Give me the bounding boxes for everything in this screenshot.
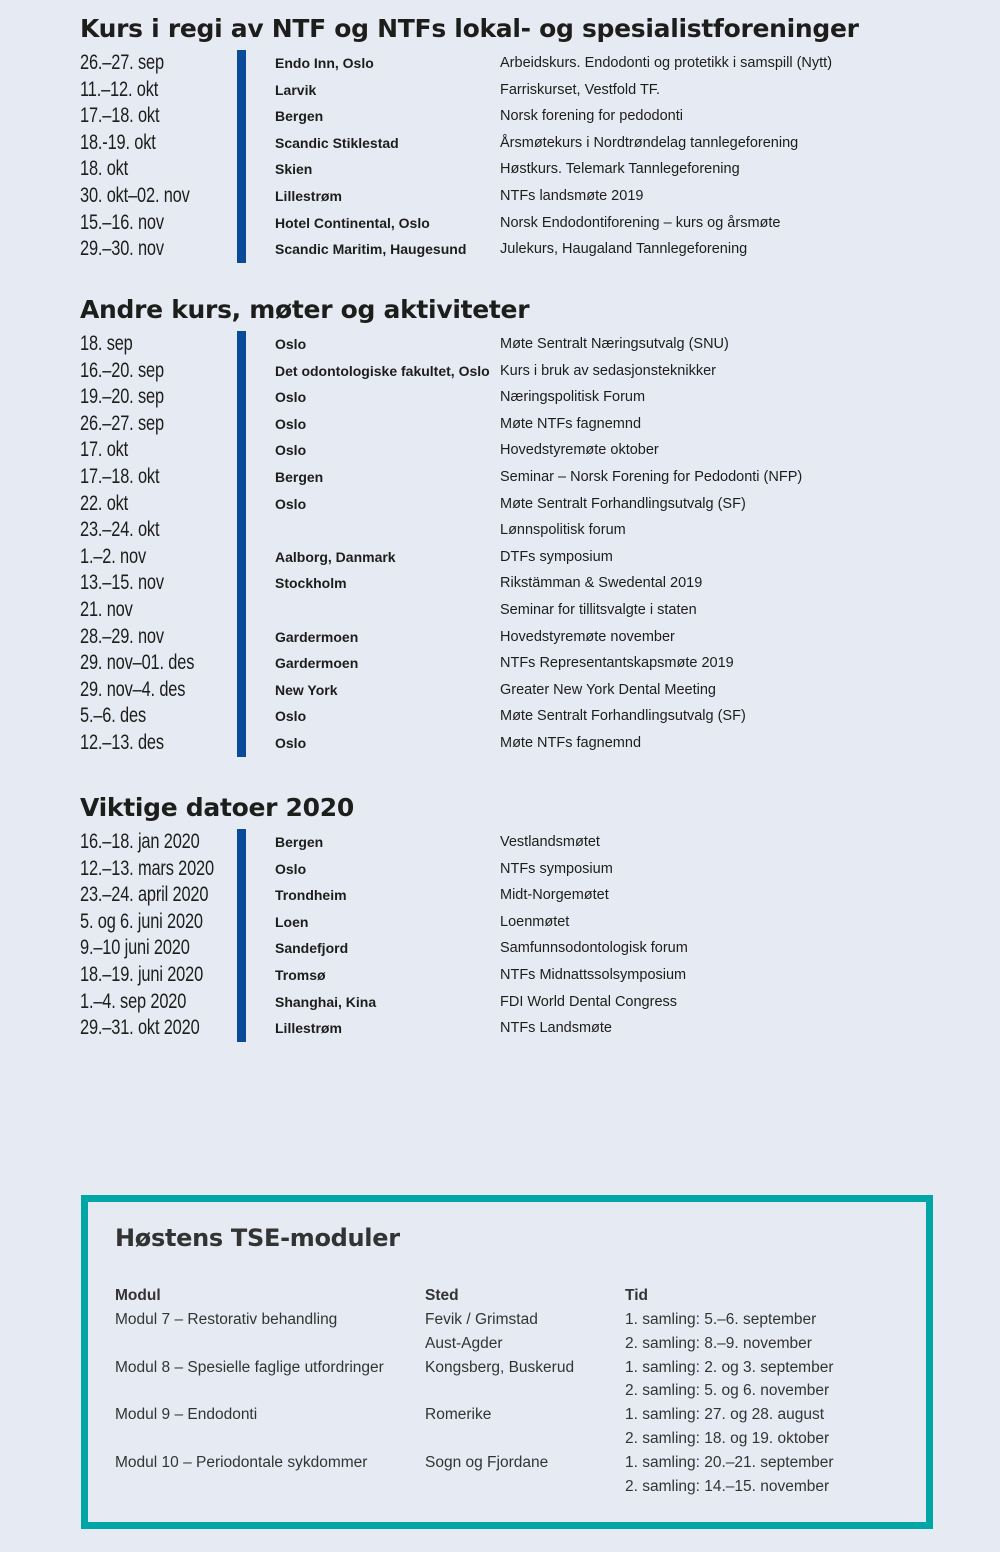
event-description: FDI World Dental Congress [500,993,678,1010]
event-place: Shanghai, Kina [275,993,377,1010]
tse-module-time: 2. samling: 8.–9. november [625,1334,812,1352]
event-date: 1.–2. nov [80,544,146,568]
tse-title: Høstens TSE-moduler [115,1224,400,1252]
event-description: NTFs symposium [500,860,613,877]
event-date: 18.–19. juni 2020 [80,962,204,986]
event-description: Arbeidskurs. Endodonti og protetikk i samspill (Nytt) [500,55,833,71]
event-description: Loenmøtet [500,913,570,930]
schedule-row [80,624,960,651]
event-date: 29.–31. okt 2020 [80,1016,200,1040]
schedule-row [80,989,960,1016]
event-description: DTFs symposium [500,548,613,565]
event-description: Greater New York Dental Meeting [500,681,716,698]
event-description: Næringspolitisk Forum [500,389,646,406]
event-date: 26.–27. sep [80,411,164,435]
event-description: Lønnspolitisk forum [500,522,626,539]
event-date: 23.–24. april 2020 [80,883,209,907]
event-description: Norsk forening for pedodonti [500,108,683,125]
event-date: 18.-19. okt [80,130,156,154]
schedule-row [80,183,960,210]
tse-header-modul: Modul [115,1287,161,1304]
event-date: 12.–13. des [80,730,164,754]
event-place: Loen [275,913,309,930]
tse-module-name: Modul 8 – Spesielle faglige utfordringer [115,1358,384,1376]
section-title: Andre kurs, møter og aktiviteter [80,295,530,324]
event-date: 19.–20. sep [80,385,164,409]
schedule-row [80,544,960,571]
schedule-row [80,358,960,385]
tse-module-place: Sogn og Fjordane [425,1453,549,1471]
schedule-row [80,103,960,130]
event-place: Skien [275,161,313,178]
event-place: Oslo [275,734,307,751]
event-date: 17.–18. okt [80,464,160,488]
event-date: 1.–4. sep 2020 [80,989,187,1013]
tse-module-name: Modul 9 – Endodonti [115,1406,258,1424]
event-place: Trondheim [275,887,347,904]
event-date: 5. og 6. juni 2020 [80,909,203,933]
tse-module-time: 1. samling: 27. og 28. august [625,1406,825,1424]
event-description: Hovedstyremøte oktober [500,442,659,459]
schedule-row [80,156,960,183]
event-description: NTFs Midnattssolsymposium [500,966,687,983]
section-ntf-courses [80,12,960,263]
event-date: 21. nov [80,597,133,621]
event-place: Endo Inn, Oslo [275,55,374,71]
event-date: 22. okt [80,491,129,515]
event-description: NTFs landsmøte 2019 [500,187,644,204]
event-description: Kurs i bruk av sedasjonsteknikker [500,362,716,379]
schedule-row [80,130,960,157]
event-description: Farriskurset, Vestfold TF. [500,81,661,98]
schedule-row [80,962,960,989]
schedule-row [80,411,960,438]
tse-modules-box [81,1195,933,1529]
event-place: Oslo [275,860,307,877]
schedule-row [80,882,960,909]
tse-module-time: 1. samling: 20.–21. september [625,1453,834,1471]
schedule-row [80,650,960,677]
event-place: Hotel Continental, Oslo [275,214,430,231]
event-place: Stockholm [275,575,347,592]
event-date: 11.–12. okt [80,77,159,101]
event-description: Vestlandsmøtet [500,834,600,850]
event-description: Møte NTFs fagnemnd [500,734,642,751]
event-description: Samfunnsodontologisk forum [500,940,688,957]
event-date: 29.–30. nov [80,237,164,261]
schedule-list [80,50,960,263]
tse-module-place: Romerike [425,1406,492,1424]
tse-module-name: Modul 10 – Periodontale sykdommer [115,1453,368,1471]
event-description: Hovedstyremøte november [500,628,675,645]
schedule-row [80,1015,960,1042]
event-place: Scandic Maritim, Haugesund [275,241,467,258]
event-place: Bergen [275,468,324,485]
event-date: 12.–13. mars 2020 [80,856,214,880]
event-date: 17. okt [80,438,129,462]
tse-module-name: Modul 7 – Restorativ behandling [115,1311,338,1328]
schedule-row [80,517,960,544]
schedule-list [80,829,960,1042]
tse-header-sted: Sted [425,1287,459,1304]
event-place: Oslo [275,495,307,512]
schedule-row [80,856,960,883]
event-date: 28.–29. nov [80,624,164,648]
event-place: Lillestrøm [275,187,342,204]
schedule-row [80,730,960,757]
event-place: Tromsø [275,966,326,983]
tse-module-time: 1. samling: 2. og 3. september [625,1358,834,1376]
event-date: 26.–27. sep [80,51,164,74]
event-description: Rikstämman & Swedental 2019 [500,575,703,592]
event-description: Møte Sentralt Næringsutvalg (SNU) [500,336,729,352]
schedule-row [80,570,960,597]
event-date: 5.–6. des [80,704,146,728]
tse-module-place: Aust-Agder [425,1334,503,1352]
schedule-row [80,331,960,358]
schedule-row [80,829,960,856]
event-description: NTFs Landsmøte [500,1020,612,1037]
schedule-row [80,210,960,237]
schedule-row [80,677,960,704]
schedule-row [80,384,960,411]
schedule-row [80,935,960,962]
event-place: Larvik [275,81,317,98]
schedule-row [80,50,960,77]
tse-module-time: 2. samling: 14.–15. november [625,1477,830,1495]
event-date: 18. okt [80,157,129,181]
section-other-activities [80,293,960,757]
event-place: Gardermoen [275,628,359,645]
event-place: Aalborg, Danmark [275,548,396,565]
event-place: Oslo [275,442,307,459]
event-date: 16.–18. jan 2020 [80,830,200,853]
tse-module-time: 2. samling: 18. og 19. oktober [625,1430,830,1447]
event-place: Gardermoen [275,655,359,672]
tse-header-tid: Tid [625,1287,648,1304]
event-date: 29. nov–4. des [80,677,186,701]
event-date: 30. okt–02. nov [80,183,190,207]
event-date: 17.–18. okt [80,104,160,128]
event-place: Det odontologiske fakultet, Oslo [275,362,490,379]
event-description: Seminar for tillitsvalgte i staten [500,601,697,618]
section-title: Viktige datoer 2020 [80,793,354,822]
event-place: Bergen [275,834,324,850]
event-date: 15.–16. nov [80,210,164,234]
event-place: Bergen [275,108,324,125]
event-place: Oslo [275,415,307,432]
event-date: 16.–20. sep [80,358,164,382]
event-description: Høstkurs. Telemark Tannlegeforening [500,161,740,178]
schedule-row [80,703,960,730]
event-date: 13.–15. nov [80,571,164,595]
event-description: Møte Sentralt Forhandlingsutvalg (SF) [500,708,746,725]
event-place: Scandic Stiklestad [275,134,399,151]
tse-module-time: 1. samling: 5.–6. september [625,1311,817,1328]
schedule-row [80,909,960,936]
event-place: Lillestrøm [275,1020,342,1037]
schedule-row [80,437,960,464]
event-description: Midt-Norgemøtet [500,887,609,904]
event-description: Julekurs, Haugaland Tannlegeforening [500,241,748,258]
event-place: Sandefjord [275,940,349,957]
event-date: 18. sep [80,332,133,355]
event-place: Oslo [275,336,307,352]
schedule-row [80,77,960,104]
event-date: 9.–10 juni 2020 [80,936,190,960]
tse-module-time: 2. samling: 5. og 6. november [625,1382,830,1400]
schedule-row [80,236,960,263]
event-description: Møte NTFs fagnemnd [500,415,642,432]
event-description: Seminar – Norsk Forening for Pedodonti (NFP) [500,468,803,485]
tse-module-place: Kongsberg, Buskerud [425,1358,575,1376]
event-date: 23.–24. okt [80,518,160,542]
event-description: NTFs Representantskapsmøte 2019 [500,655,734,672]
schedule-row [80,597,960,624]
schedule-list [80,331,960,757]
schedule-row [80,491,960,518]
section-title: Kurs i regi av NTF og NTFs lokal- og spesialistforeninger [80,14,859,43]
event-description: Møte Sentralt Forhandlingsutvalg (SF) [500,495,746,512]
section-dates-2020 [80,791,960,1042]
event-place: Oslo [275,708,307,725]
tse-module-place: Fevik / Grimstad [425,1311,538,1328]
event-place: New York [275,681,338,698]
event-place: Oslo [275,389,307,406]
event-date: 29. nov–01. des [80,651,195,675]
event-description: Norsk Endodontiforening – kurs og årsmøte [500,214,781,231]
event-description: Årsmøtekurs i Nordtrøndelag tannlegeforening [500,134,799,151]
schedule-row [80,464,960,491]
